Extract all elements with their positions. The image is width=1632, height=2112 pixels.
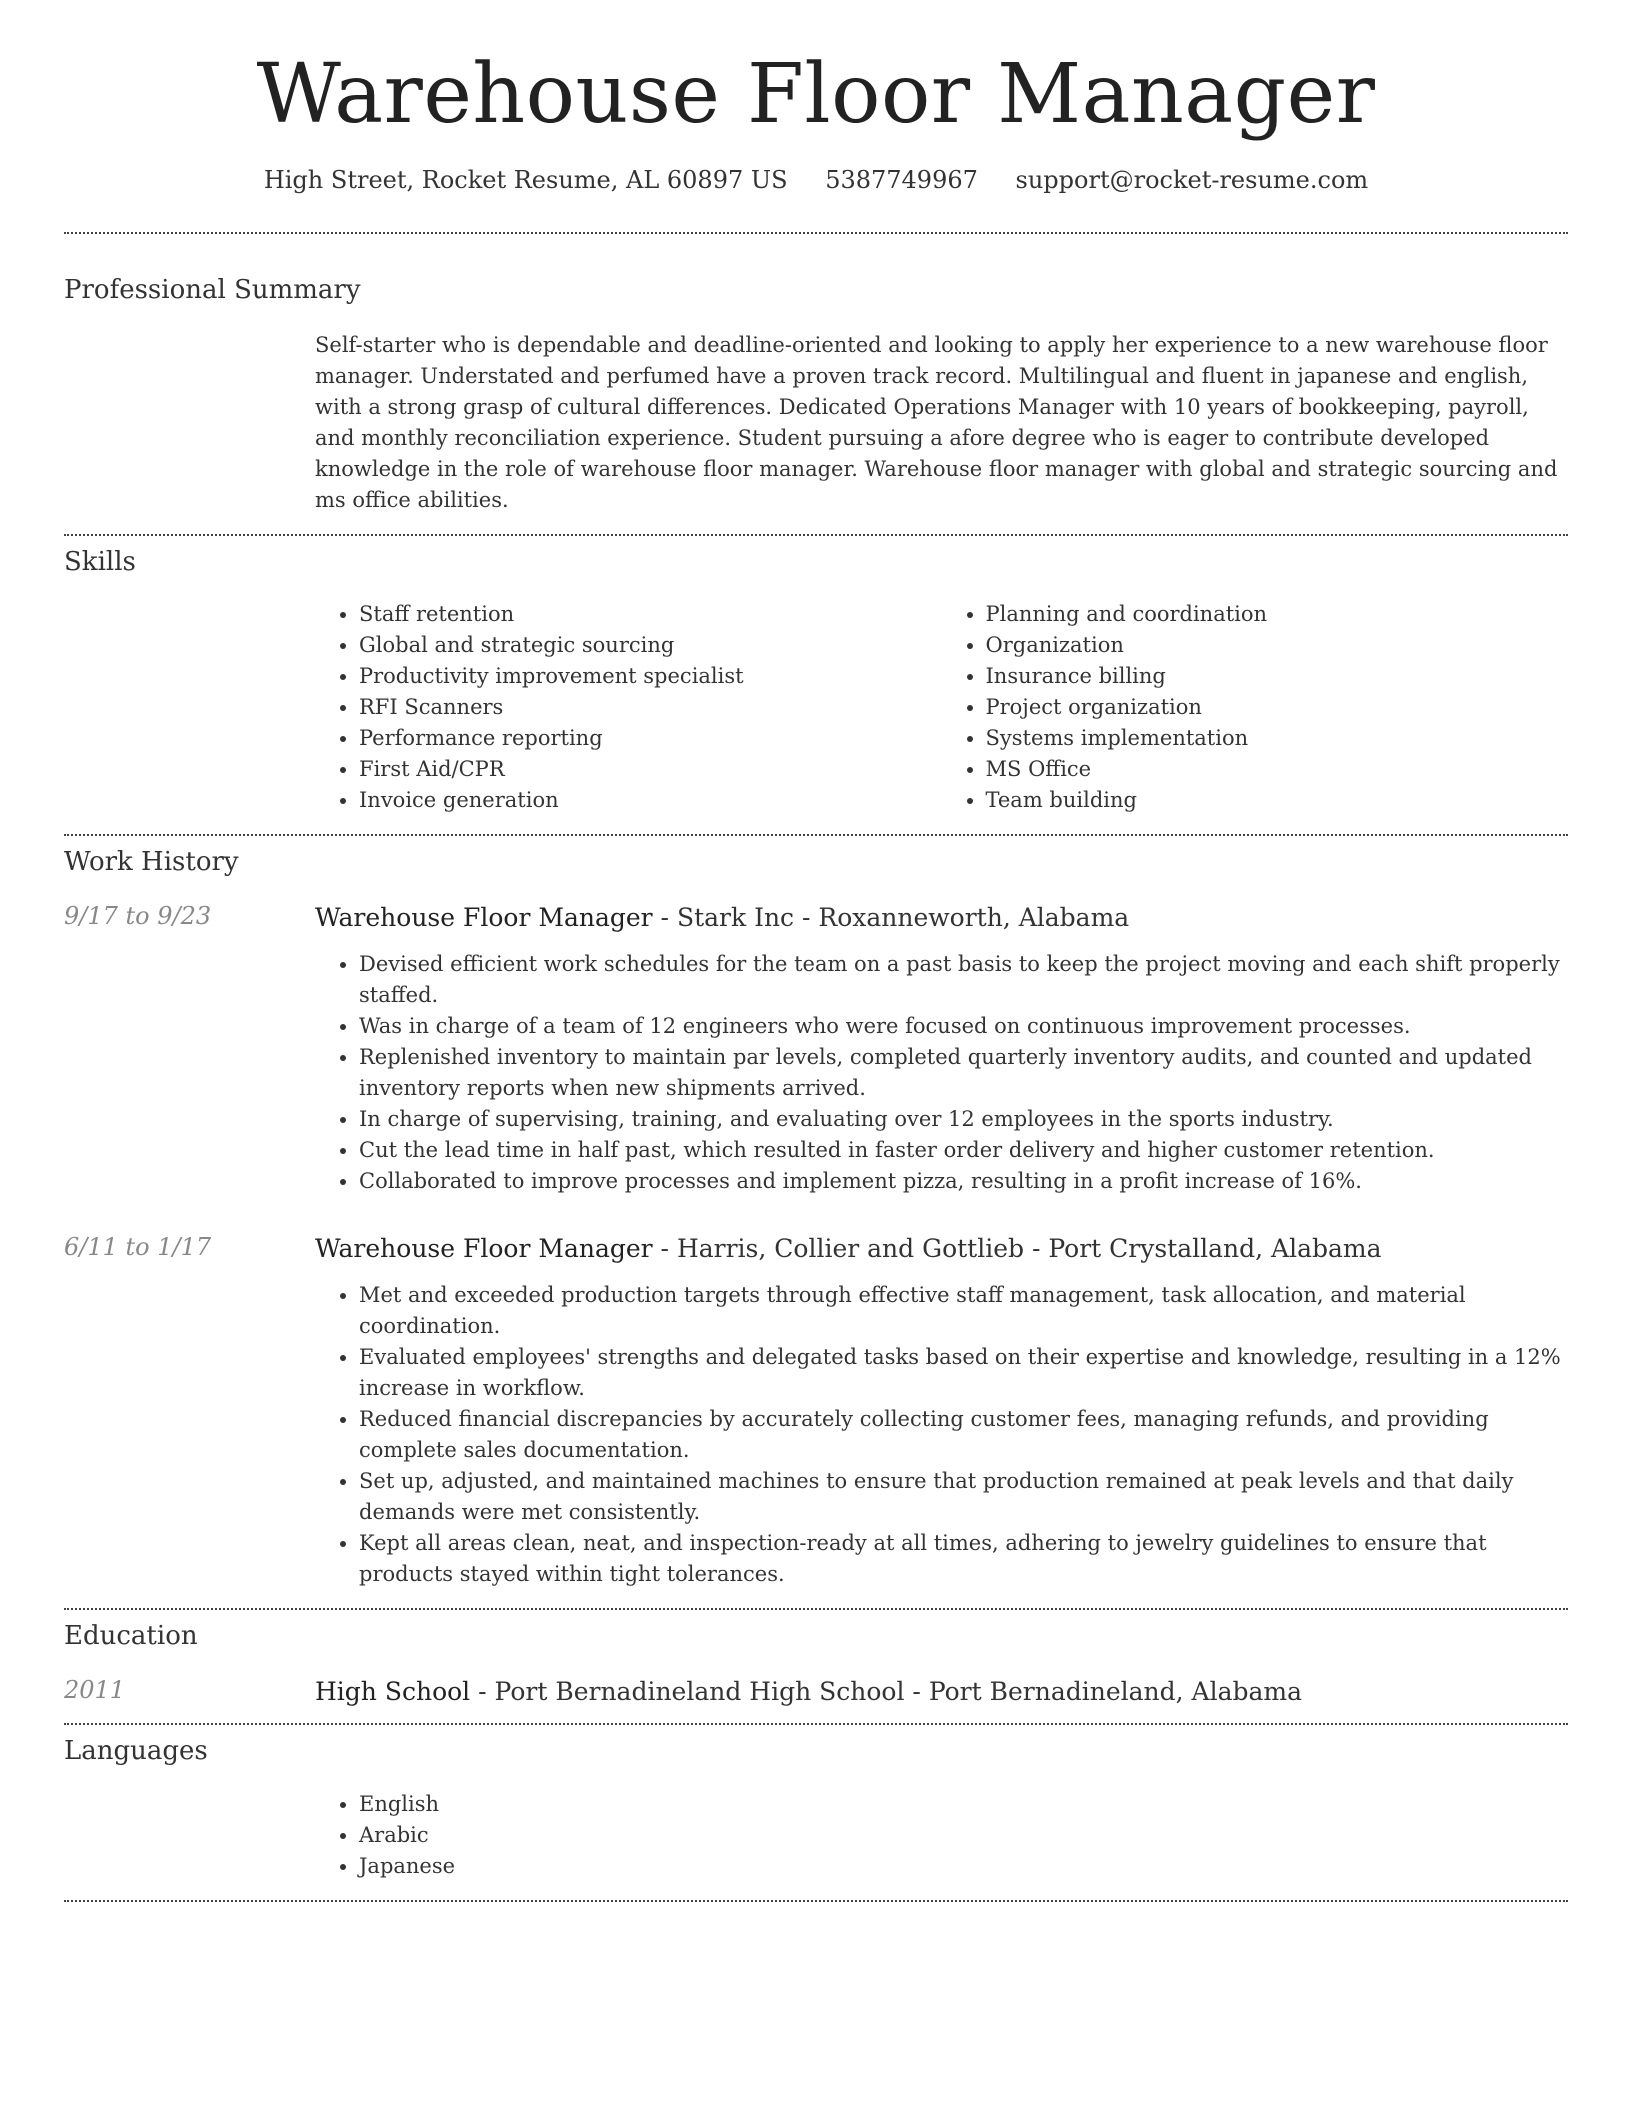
skill-item: • Team building [986, 785, 1569, 816]
skills-list-right [942, 599, 1569, 816]
education-title [315, 1674, 1302, 1709]
skill-item: • Productivity improvement specialist [359, 661, 942, 692]
section-divider [64, 834, 1568, 836]
skills-list-left [315, 599, 942, 816]
skill-item: • Global and strategic sourcing [359, 630, 942, 661]
job-company: - Harris, Collier and Gottlieb - Port Crystalland, Alabama [652, 1234, 1382, 1264]
languages-heading: Languages [64, 1735, 208, 1766]
job-title [315, 900, 1129, 935]
skill-item: • MS Office [986, 754, 1569, 785]
job-bullet: • In charge of supervising, training, and evaluating over 12 employees in the sports industry. [359, 1104, 1568, 1135]
candidate-name: Warehouse Floor Manager [256, 47, 1376, 142]
education-heading: Education [64, 1621, 198, 1652]
job-bullet: • Set up, adjusted, and maintained machines to ensure that production remained at peak levels and that daily demands were met consistently. [359, 1466, 1568, 1528]
work-heading: Work History [64, 847, 239, 878]
language-item: • Japanese [359, 1851, 1568, 1882]
skill-item: • Insurance billing [986, 661, 1569, 692]
education-year: 2011 [64, 1675, 126, 1704]
education-entry [64, 1674, 1568, 1709]
education-school: - Port Bernadineland High School - Port Bernadineland, Alabama [470, 1676, 1303, 1706]
job-company: - Stark Inc - Roxanneworth, Alabama [652, 903, 1130, 933]
language-item: • English [359, 1789, 1568, 1820]
skills-section [64, 546, 1568, 817]
education-degree: High School [315, 1676, 471, 1706]
language-item: • Arabic [359, 1820, 1568, 1851]
contact-phone: 5387749967 [825, 166, 978, 195]
job-header [64, 1231, 1568, 1266]
job-bullets [315, 949, 1568, 1197]
job-bullet: • Was in charge of a team of 12 engineers who were focused on continuous improvement processes. [359, 1011, 1568, 1042]
skill-item: • Systems implementation [986, 723, 1569, 754]
job-bullet: • Collaborated to improve processes and implement pizza, resulting in a profit increase of 16%. [359, 1166, 1568, 1197]
job-bullet: • Kept all areas clean, neat, and inspection-ready at all times, adhering to jewelry guidelines to ensure that products stayed within tight tolerances. [359, 1528, 1568, 1590]
skill-item: • Invoice generation [359, 785, 942, 816]
job-header [64, 900, 1568, 935]
skill-item: • Project organization [986, 692, 1569, 723]
skill-item: • Organization [986, 630, 1569, 661]
job-bullet: • Met and exceeded production targets through effective staff management, task allocation, and material coordination. [359, 1280, 1568, 1342]
job-bullet: • Cut the lead time in half past, which resulted in faster order delivery and higher customer retention. [359, 1135, 1568, 1166]
job-role: Warehouse Floor Manager [315, 1234, 653, 1264]
skill-item: • Staff retention [359, 599, 942, 630]
skills-columns [315, 599, 1568, 816]
job-dates: 9/17 to 9/23 [64, 902, 212, 931]
skill-item: • Planning and coordination [986, 599, 1569, 630]
skills-heading: Skills [64, 546, 136, 577]
job-bullet: • Reduced financial discrepancies by accurately collecting customer fees, managing refunds, and providing complete sales documentation. [359, 1404, 1568, 1466]
section-divider [64, 534, 1568, 536]
job-bullet: • Evaluated employees' strengths and delegated tasks based on their expertise and knowledge, resulting in a 12% increase in workflow. [359, 1342, 1568, 1404]
job-entry [64, 900, 1568, 1197]
languages-list [315, 1789, 1568, 1882]
job-bullets [315, 1280, 1568, 1590]
job-dates: 6/11 to 1/17 [64, 1233, 212, 1262]
contact-line [64, 164, 1568, 198]
work-section [64, 846, 1568, 1590]
summary-section [64, 274, 1568, 516]
section-divider [64, 1900, 1568, 1902]
section-divider [64, 1723, 1568, 1725]
section-divider [64, 232, 1568, 234]
skill-item: • First Aid/CPR [359, 754, 942, 785]
languages-section [64, 1735, 1568, 1882]
job-entry [64, 1231, 1568, 1590]
skill-item: • Performance reporting [359, 723, 942, 754]
contact-email: support@rocket-resume.com [1015, 166, 1369, 195]
job-bullet: • Replenished inventory to maintain par levels, completed quarterly inventory audits, and counted and updated inventory reports when new shipments arrived. [359, 1042, 1568, 1104]
job-bullet: • Devised efficient work schedules for the team on a past basis to keep the project moving and each shift properly staffed. [359, 949, 1568, 1011]
job-title [315, 1231, 1382, 1266]
summary-heading: Professional Summary [64, 274, 361, 305]
summary-text: Self-starter who is dependable and deadline-oriented and looking to apply her experience to a new warehouse floor manager. Understated and perfumed have a proven track record. Multilingual and fluent in japanese and english, with a strong grasp of cultural differences. Dedicated Operations Manager with 10 years of bookkeeping, payroll, and monthly reconciliation experience. Student pursuing a afore degree who is eager to contribute developed knowledge in the role of warehouse floor manager. Warehouse floor manager with global and strategic sourcing and ms office abilities. [315, 332, 1558, 512]
job-role: Warehouse Floor Manager [315, 903, 653, 933]
contact-address: High Street, Rocket Resume, AL 60897 US [263, 166, 788, 195]
section-divider [64, 1608, 1568, 1610]
skill-item: • RFI Scanners [359, 692, 942, 723]
education-section [64, 1620, 1568, 1709]
